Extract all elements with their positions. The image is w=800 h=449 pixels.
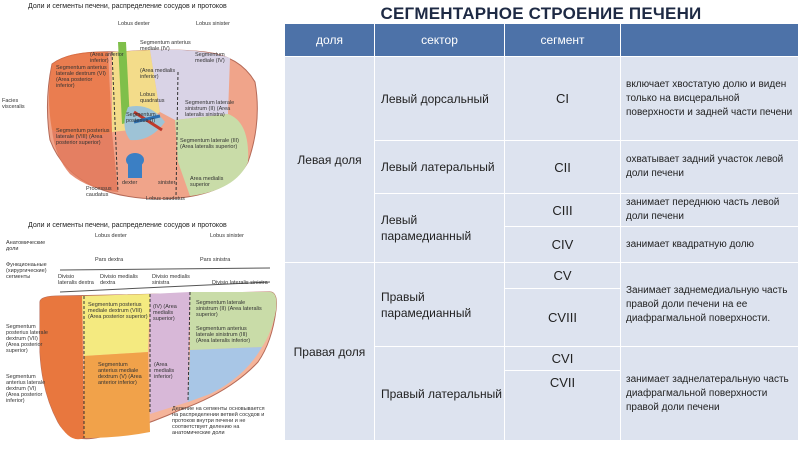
label-seg-lat-sin-ii: Segmentum laterale sinistrum (II) (Area lateralis superior) bbox=[196, 300, 262, 318]
sector-cell: Правый парамедианный bbox=[375, 263, 505, 347]
label-pars-dextra: Pars dextra bbox=[95, 257, 124, 263]
label-div-lat-dextra: Divisio lateralis dextra bbox=[58, 274, 94, 286]
header-description bbox=[621, 24, 799, 57]
page-title: СЕГМЕНТАРНОЕ СТРОЕНИЕ ПЕЧЕНИ bbox=[380, 4, 702, 23]
label-area-medialis-sup: Area medialis superior bbox=[190, 176, 224, 188]
label-lobus-sinister-top: Lobus sinister bbox=[196, 21, 230, 27]
segment-cell: CIV bbox=[505, 227, 621, 263]
label-seg-ant-mediale: Segmentum anterius mediale (IV) bbox=[140, 40, 191, 52]
label-lobus-sinister-bottom: Lobus sinister bbox=[210, 233, 244, 239]
label-seg-post-med: Segmentum posterius mediale dextrum (VIII) (Area posterior superior) bbox=[88, 302, 148, 320]
label-seg-mediale-iv: Segmentum mediale (IV) bbox=[195, 52, 225, 64]
segment-cell: CI bbox=[505, 57, 621, 141]
label-lobus-dexter-bottom: Lobus dexter bbox=[95, 233, 127, 239]
sector-cell: Левый латеральный bbox=[375, 141, 505, 194]
label-area-ant-inf: (Area anterior inferior) bbox=[90, 52, 124, 64]
description-cell: занимает заднелатеральную часть диафрагмальной поверхности правой доли печени bbox=[621, 347, 799, 441]
description-cell: охватывает задний участок левой доли печени bbox=[621, 141, 799, 194]
bottom-figure-caption: Доли и сегменты печени, распределение сосудов и протоков bbox=[28, 222, 227, 229]
segment-cell: CVIII bbox=[505, 289, 621, 347]
description-cell: включает хвостатую долю и виден только на висцеральной поверхности и задней части печени bbox=[621, 57, 799, 141]
label-lobus-dexter-top: Lobus dexter bbox=[118, 21, 150, 27]
lobe-right: Правая доля bbox=[285, 263, 375, 441]
header-segment: сегмент bbox=[505, 24, 621, 57]
table-header-row bbox=[285, 24, 799, 57]
segment-table-panel bbox=[282, 0, 800, 449]
segment-cell: CV bbox=[505, 263, 621, 289]
description-cell: Занимает заднемедиальную часть правой доли печени на ее диафрагмальной поверхности. bbox=[621, 263, 799, 347]
label-seg-ant-lat-dextrum: Segmentum anterius laterale dextrum (VI) (Area posterior inferior) bbox=[56, 65, 107, 89]
label-facies-visceralis: Facies visceralis bbox=[2, 98, 25, 110]
lobe-left: Левая доля bbox=[285, 57, 375, 263]
table-row bbox=[285, 57, 799, 141]
label-div-lat-sinistra: Divisio lateralis sinistra bbox=[212, 280, 268, 286]
label-sinister: sinister bbox=[158, 180, 176, 186]
label-segment-note: Деление на сегменты основывается на распределении ветвей сосудов и протоков внутри печени и не соответствует делению на анатомические доли bbox=[172, 406, 265, 436]
label-seg-post-lat-vii: Segmentum posterius laterale dextrum (VII) (Area posterior superior) bbox=[6, 324, 48, 354]
label-pars-sinistra: Pars sinistra bbox=[200, 257, 231, 263]
label-dexter: dexter bbox=[122, 180, 138, 186]
segment-cell: CII bbox=[505, 141, 621, 194]
label-area-med-inf: (Area medialis inferior) bbox=[154, 362, 175, 380]
label-lobus-quadratus: Lobus quadratus bbox=[140, 92, 165, 104]
label-processus-caudatus: Processus caudatus bbox=[86, 186, 112, 198]
label-area-medialis-inf: (Area medialis inferior) bbox=[140, 68, 176, 80]
sector-cell: Левый парамедианный bbox=[375, 194, 505, 263]
label-seg-post-lat: Segmentum posterius laterale (VIII) (Area posterior superior) bbox=[56, 128, 110, 146]
top-figure-caption: Доли и сегменты печени, распределение сосудов и протоков bbox=[28, 3, 227, 10]
header-sector: сектор bbox=[375, 24, 505, 57]
table-row bbox=[285, 263, 799, 289]
label-funct-doli: Функционаьные (хирургические) сегменты bbox=[6, 262, 47, 280]
sector-cell: Левый дорсальный bbox=[375, 57, 505, 141]
label-seg-ant-lat-vi: Segmentum anterius laterale dextrum (VI) (Area posterior inferior) bbox=[6, 374, 46, 404]
label-div-med-sinistra: Divisio medialis sinistra bbox=[152, 274, 190, 286]
label-seg-lat-iii: Segmentum laterale (III) (Area lateralis superior) bbox=[180, 138, 239, 150]
label-seg-ant-lat-sin: Segmentum anterius laterale sinistrum (III) (Area lateralis inferior) bbox=[196, 326, 251, 344]
label-area-medialis-iv: (IV) (Area medialis superior) bbox=[153, 304, 177, 322]
sector-cell: Правый латеральный bbox=[375, 347, 505, 441]
segment-cell: CVI bbox=[505, 347, 621, 371]
header-lobe: доля bbox=[285, 24, 375, 57]
label-seg-lat-sinistrum: Segmentum laterale sinistrum (II) (Area lateralis sinistra) bbox=[185, 100, 235, 118]
anatomy-figure-panel bbox=[0, 0, 282, 449]
segment-cell: CVII bbox=[505, 371, 621, 441]
label-div-med-dextra: Divisio medialis dextra bbox=[100, 274, 138, 286]
label-anat-doli: Анатомические доли bbox=[6, 240, 46, 252]
description-cell: занимает квадратную долю bbox=[621, 227, 799, 263]
liver-segments-table bbox=[284, 23, 799, 441]
description-cell: занимает переднюю часть левой доли печени bbox=[621, 194, 799, 227]
label-seg-ant-med-v: Segmentum anterius mediale dextrum (V) (Area anterior inferior) bbox=[98, 362, 142, 386]
label-seg-post-i: Segmentum posterius (I) bbox=[126, 112, 156, 124]
label-lobus-caudatus: Lobus caudatus bbox=[146, 196, 185, 202]
segment-cell: CIII bbox=[505, 194, 621, 227]
